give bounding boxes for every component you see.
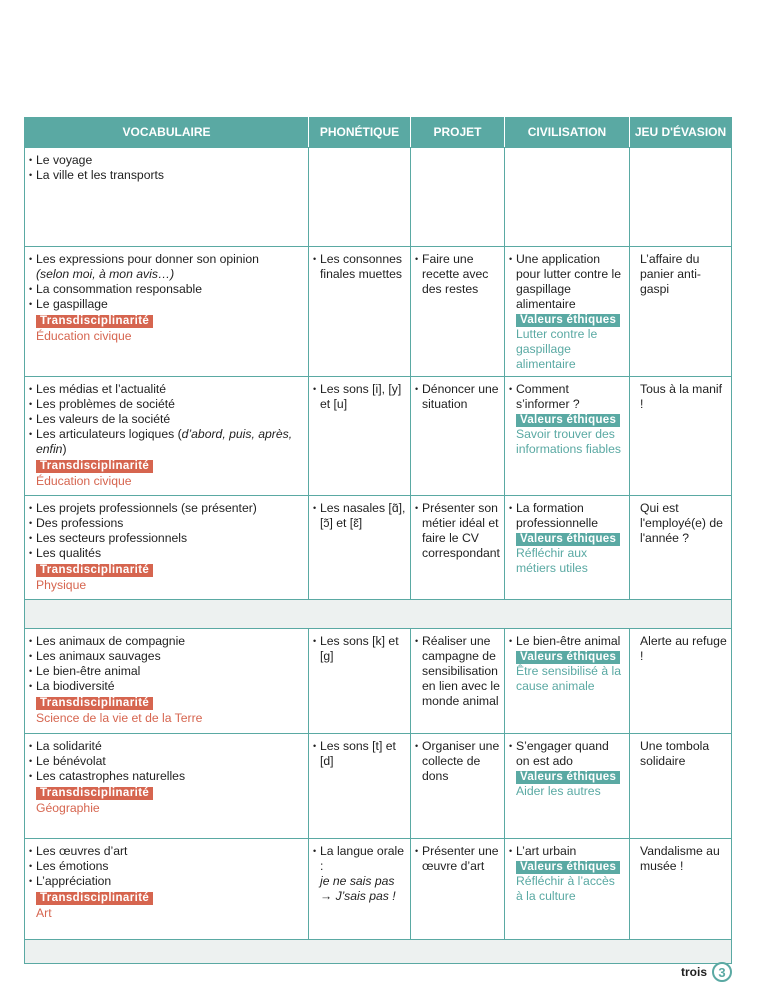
list-item: • Les animaux de compagnie: [29, 634, 304, 649]
civilisation-cell: [505, 148, 630, 247]
page-word: trois: [680, 965, 707, 979]
list-item: • Les articulateurs logiques (d’abord, puis, après, enfin): [29, 427, 304, 457]
list-item: • Réaliser une campagne de sensibilisation en lien avec le monde animal: [415, 634, 500, 709]
header-jeu-evasion: JEU D'ÉVASION: [630, 118, 732, 148]
jeu-cell: [630, 247, 732, 377]
table-row: [25, 734, 732, 839]
valeurs-text: Aider les autres: [516, 784, 601, 798]
list-item: • L’art urbain: [509, 844, 625, 859]
jeu-cell: [630, 839, 732, 940]
phonetique-cell: [309, 629, 411, 734]
header-projet: PROJET: [411, 118, 505, 148]
vocab-cell: [25, 734, 309, 839]
transdisciplinarite-tag: Transdisciplinarité: [36, 564, 153, 577]
jeu-cell: [630, 734, 732, 839]
civilisation-cell: [505, 377, 630, 496]
header-row: [25, 118, 732, 148]
list-item: • Les problèmes de société: [29, 397, 304, 412]
phonetique-cell: [309, 734, 411, 839]
projet-cell: [411, 148, 505, 247]
transdisciplinarite-tag: Transdisciplinarité: [36, 892, 153, 905]
table-row: [25, 496, 732, 600]
list-item: • Les œuvres d’art: [29, 844, 304, 859]
list-item: • Le bénévolat: [29, 754, 304, 769]
projet-cell: [411, 247, 505, 377]
list-item: • La biodiversité: [29, 679, 304, 694]
projet-cell: [411, 496, 505, 600]
list-item: • Comment s’informer ?: [509, 382, 625, 412]
separator-cell: [25, 600, 732, 629]
table-row: [25, 247, 732, 377]
list-item: • Le gaspillage: [29, 297, 304, 312]
table-row: [25, 377, 732, 496]
list-item: • Le bien-être animal: [29, 664, 304, 679]
list-item: • Les projets professionnels (se présenter): [29, 501, 304, 516]
valeurs-tag: Valeurs éthiques: [516, 533, 620, 546]
civilisation-cell: [505, 734, 630, 839]
page-number: 3: [712, 962, 732, 982]
list-item: • La langue orale :: [313, 844, 406, 874]
header-civilisation: CIVILISATION: [505, 118, 630, 148]
civilisation-cell: [505, 839, 630, 940]
list-item: • Le voyage: [29, 153, 304, 168]
table-row: [25, 148, 732, 247]
header-phonetique: PHONÉTIQUE: [309, 118, 411, 148]
list-item: • Les sons [k] et [g]: [313, 634, 406, 664]
list-item: • Des professions: [29, 516, 304, 531]
valeurs-text: Savoir trouver des informations fiables: [516, 427, 621, 456]
list-item: • Présenter son métier idéal et faire le CV correspondant: [415, 501, 500, 561]
transdisciplinarite-tag: Transdisciplinarité: [36, 697, 153, 710]
list-item: • Les valeurs de la société: [29, 412, 304, 427]
transdisciplinarite-subject: Art: [36, 906, 52, 920]
list-item: • L’appréciation: [29, 874, 304, 889]
list-item: • Les animaux sauvages: [29, 649, 304, 664]
valeurs-tag: Valeurs éthiques: [516, 414, 620, 427]
separator-row: [25, 940, 732, 964]
transdisciplinarite-subject: Éducation civique: [36, 474, 132, 488]
projet-cell: [411, 734, 505, 839]
list-item: • La solidarité: [29, 739, 304, 754]
list-item: • Les sons [t] et [d]: [313, 739, 406, 769]
jeu-title: L’affaire du panier anti-gaspi: [640, 252, 701, 296]
list-item: • Dénoncer une situation: [415, 382, 500, 412]
valeurs-text: Être sensibilisé à la cause animale: [516, 664, 621, 693]
valeurs-tag: Valeurs éthiques: [516, 314, 620, 327]
vocab-cell: [25, 247, 309, 377]
list-item: • Les qualités: [29, 546, 304, 561]
page-footer: [681, 962, 732, 982]
phonetique-cell: [309, 247, 411, 377]
transdisciplinarite-subject: Géographie: [36, 801, 100, 815]
list-item: • Les nasales [ɑ̃], [ɔ̃] et [ɛ̃]: [313, 501, 406, 531]
table-row: [25, 839, 732, 940]
valeurs-text: Réfléchir aux métiers utiles: [516, 546, 588, 575]
phonetique-cell: [309, 148, 411, 247]
projet-cell: [411, 629, 505, 734]
list-item: • Les expressions pour donner son opinion (selon moi, à mon avis…): [29, 252, 304, 282]
header-vocabulaire: VOCABULAIRE: [25, 118, 309, 148]
jeu-title: Qui est l'employé(e) de l'année ?: [640, 501, 723, 545]
projet-cell: [411, 839, 505, 940]
table-row: [25, 629, 732, 734]
transdisciplinarite-tag: Transdisciplinarité: [36, 460, 153, 473]
list-item: • La formation professionnelle: [509, 501, 625, 531]
jeu-title: Tous à la manif !: [640, 382, 722, 411]
jeu-title: Une tombola solidaire: [640, 739, 710, 768]
jeu-title: Alerte au refuge !: [640, 634, 727, 663]
vocab-cell: [25, 839, 309, 940]
separator-cell: [25, 940, 732, 964]
jeu-cell: [630, 629, 732, 734]
valeurs-text: Lutter contre le gaspillage alimentaire: [516, 327, 598, 371]
list-item: • Les émotions: [29, 859, 304, 874]
phonetique-example-spoken: → J’sais pas !: [320, 889, 396, 903]
jeu-cell: [630, 496, 732, 600]
valeurs-tag: Valeurs éthiques: [516, 771, 620, 784]
list-item: • La ville et les transports: [29, 168, 304, 183]
list-item: • Les secteurs professionnels: [29, 531, 304, 546]
phonetique-cell: [309, 496, 411, 600]
list-item: • Les médias et l’actualité: [29, 382, 304, 397]
list-item: • S’engager quand on est ado: [509, 739, 625, 769]
transdisciplinarite-subject: Éducation civique: [36, 329, 132, 343]
vocab-cell: [25, 496, 309, 600]
list-item: • Les catastrophes naturelles: [29, 769, 304, 784]
transdisciplinarite-subject: Science de la vie et de la Terre: [36, 711, 203, 725]
transdisciplinarite-tag: Transdisciplinarité: [36, 315, 153, 328]
civilisation-cell: [505, 496, 630, 600]
contents-table: [24, 117, 732, 964]
transdisciplinarite-tag: Transdisciplinarité: [36, 787, 153, 800]
projet-cell: [411, 377, 505, 496]
valeurs-tag: Valeurs éthiques: [516, 861, 620, 874]
transdisciplinarite-subject: Physique: [36, 578, 87, 592]
list-item: • Une application pour lutter contre le gaspillage alimentaire: [509, 252, 625, 312]
civilisation-cell: [505, 247, 630, 377]
list-item: • Les sons [i], [y] et [u]: [313, 382, 406, 412]
valeurs-tag: Valeurs éthiques: [516, 651, 620, 664]
list-item: • Faire une recette avec des restes: [415, 252, 500, 297]
phonetique-cell: [309, 839, 411, 940]
list-item: • Organiser une collecte de dons: [415, 739, 500, 784]
phonetique-example: je ne sais pas: [320, 874, 395, 888]
vocab-cell: [25, 377, 309, 496]
vocab-cell: [25, 629, 309, 734]
list-item: • Le bien-être animal: [509, 634, 625, 649]
separator-row: [25, 600, 732, 629]
jeu-cell: [630, 148, 732, 247]
jeu-title: Vandalisme au musée !: [640, 844, 720, 873]
valeurs-text: Réfléchir à l’accès à la culture: [516, 874, 615, 903]
phonetique-cell: [309, 377, 411, 496]
arrow-right-icon: →: [320, 889, 333, 903]
list-item: • La consommation responsable: [29, 282, 304, 297]
civilisation-cell: [505, 629, 630, 734]
list-item: • Présenter une œuvre d’art: [415, 844, 500, 874]
list-item: • Les consonnes finales muettes: [313, 252, 406, 282]
vocab-cell: [25, 148, 309, 247]
jeu-cell: [630, 377, 732, 496]
